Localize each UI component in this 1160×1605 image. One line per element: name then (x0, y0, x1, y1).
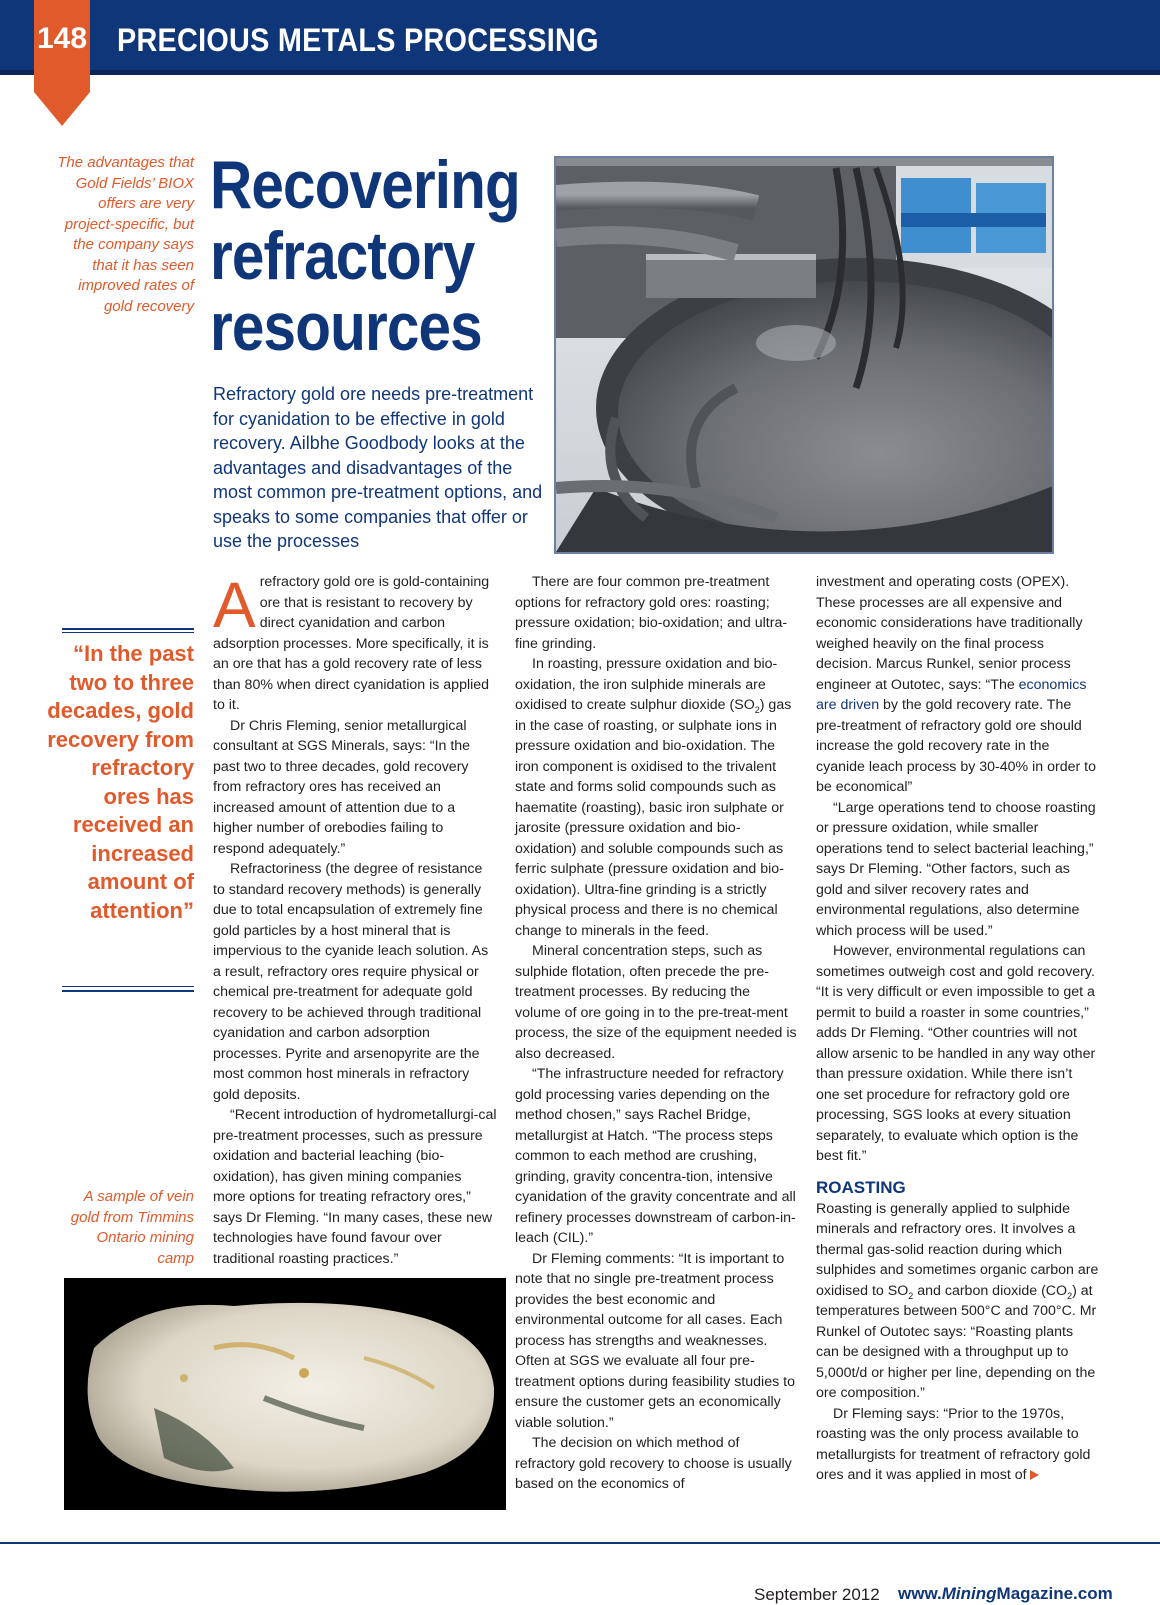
page-number-tab (34, 0, 90, 126)
paragraph: Dr Fleming comments: “It is important to note that no single pre-treatment process provides the best economic and environmental outcome for all cases. Each process has strengths and weaknesses. Often at SGS we evaluate all four pre-treatment options during feasibility studies to ensure the customer gets an economically viable solution.” (515, 1250, 795, 1431)
paragraph: However, environmental regulations can sometimes outweigh cost and gold recovery. “It is very difficult or even impossible to get a permit to build a roaster in some countries,” adds Dr Fleming. “Other countries will not allow arsenic to be handled in any way other than pressure oxidation. While there isn’t one set procedure for refractory gold ore processing, SGS looks at every situation separately, to evaluate which option is the best fit.” (816, 943, 1096, 1164)
section-title: PRECIOUS METALS PROCESSING (117, 22, 599, 58)
photo-biox-tank (554, 156, 1054, 554)
paragraph (816, 1199, 1099, 1404)
header-rule (0, 70, 1160, 75)
paragraph: refractory gold ore is gold-containing ore that is resistant to recovery by direct cyanidation and carbon adsorption processes. More specifically, it is an ore that has a gold recovery rate of less than 80% when direct cyanidation is applied to it. (213, 574, 490, 713)
subscript: 2 (1067, 1290, 1073, 1301)
url-part: Mining (941, 1584, 997, 1603)
text-run: Roasting is generally applied to sulphide minerals and refractory ores. It involves a thermal gas-solid reaction during which sulphides and sometimes organic carbon are oxidised to SO (816, 1200, 1099, 1299)
footer-url[interactable] (898, 1584, 1113, 1604)
subscript: 2 (908, 1290, 914, 1301)
subscript: 2 (754, 704, 760, 715)
photo-caption-rock: A sample of vein gold from Timmins Ontario mining camp (70, 1188, 194, 1267)
paragraph (816, 1404, 1099, 1486)
photo-caption-biox: The advantages that Gold Fields’ BIOX offers are very project-specific, but the company says that it has seen improved rates of gold recovery (57, 154, 194, 315)
pullquote: “In the past two to three decades, gold recovery from refractory ores has received an increased amount of attention” (47, 641, 194, 923)
text-run: and carbon dioxide (CO (913, 1282, 1068, 1299)
page-number: 148 (36, 22, 88, 55)
photo-gold-rock (64, 1278, 506, 1510)
paragraph: “Recent introduction of hydrometallurgi-cal pre-treatment processes, such as pressure oxidation and bacterial leaching (bio-oxidation), has given mining companies more options for treating refractory ores,” says Dr Fleming. “In many cases, these new technologies have found favour over traditional roasting practices.” (213, 1107, 497, 1267)
paragraph: Refractoriness (the degree of resistance to standard recovery methods) is generally due to total encapsulation of extremely fine gold particles by a host mineral that is impervious to the cyanide leach solution. As a result, refractory ores require physical or chemical pre-treatment for adequate gold recovery to be achieved through traditional cyanidation and carbon adsorption processes. Pyrite and arsenopyrite are the most common host minerals in refractory gold deposits. (213, 861, 489, 1103)
paragraph: There are four common pre-treatment options for refractory gold ores: roasting; pressure oxidation; bio-oxidation; and ultra-fine grinding. (515, 574, 788, 652)
headline-line: refractory (210, 218, 475, 294)
pullquote-rule-bottom (62, 986, 194, 987)
paragraph (816, 572, 1099, 798)
headline (210, 147, 520, 365)
article-column-1 (213, 569, 497, 1269)
continued-arrow-icon (1030, 1470, 1039, 1480)
url-part: Magazine.com (996, 1584, 1113, 1603)
subheading-roasting: ROASTING (816, 1177, 906, 1197)
headline-line: resources (210, 289, 482, 365)
headline-line: Recovering (210, 147, 520, 223)
tank-illustration (556, 158, 1052, 552)
text-run: ) at temperatures between 500°C and 700°C. Mr Runkel of Outotec says: “Roasting plants can be designed with a throughput up to 5,000t/d or higher per line, depending on the ore composition.” (816, 1282, 1097, 1401)
text-run: by the gold recovery rate. The pre-treatment of refractory gold ore should increase the gold recovery rate in the cyanide leach process by 30-40% in order to be economical” (816, 697, 1096, 795)
paragraph: Mineral concentration steps, such as sulphide flotation, often precede the pre-treatment processes. By reducing the volume of ore going in to the pre-treat-ment process, the size of the equipment needed is also decreased. (515, 943, 797, 1062)
footer-date: September 2012 (754, 1585, 880, 1604)
paragraph: “The infrastructure needed for refractory gold processing varies depending on the method chosen,” says Rachel Bridge, metallurgist at Hatch. “The process steps common to each method are crushing, grinding, gravity concentra-tion, intensive cyanidation of the gravity concentrate and all refinery processes downstream of carbon-in-leach (CIL).” (515, 1066, 796, 1246)
standfirst: Refractory gold ore needs pre-treatment for cyanidation to be effective in gold recovery. Ailbhe Goodbody looks at the advantages and disadvantages of the most common pre-treatment options, and speaks to some companies that offer or use the processes (213, 384, 543, 551)
paragraph: Dr Chris Fleming, senior metallurgical consultant at SGS Minerals, says: “In the past two to three decades, gold recovery from refractory ores has received an increased amount of attention due to a higher number of orebodies failing to respond adequately.” (213, 717, 471, 857)
pullquote-rule-top (62, 628, 194, 630)
drop-cap: A (213, 569, 256, 641)
pullquote-rule-bottom (62, 990, 194, 992)
inline-link[interactable]: economics are driven (816, 676, 1087, 713)
text-run: ) gas in the case of roasting, or sulphate ions in pressure oxidation and bio-oxidation. The iron component is oxidised to the trivalent state and forms solid compounds such as haematite (roasting), basic iron sulphate or jarosite (pressure oxidation and bio-oxidation) and soluble compounds such as ferric sulphate (pressure oxidation and bio-oxidation). Ultra-fine grinding is a strictly physical process and there is no chemical change to minerals in the feed. (515, 697, 792, 939)
text-run: investment and operating costs (OPEX). These processes are all expensive and economic considerations have traditionally weighed heavily on the final process decision. Marcus Runkel, senior process engineer at Outotec, says: “The (816, 574, 1083, 693)
pullquote-rule-top (62, 632, 194, 633)
url-part: www. (898, 1584, 942, 1603)
text-run: Dr Fleming says: “Prior to the 1970s, roasting was the only process available to metallurgists for treatment of refractory gold ores and it was applied in most of (816, 1405, 1091, 1483)
rock-illustration (64, 1278, 506, 1510)
paragraph (515, 654, 798, 941)
paragraph: The decision on which method of refractory gold recovery to choose is usually based on the economics of (515, 1435, 792, 1492)
article-column-2 (515, 572, 798, 1495)
text-run: In roasting, pressure oxidation and bio-oxidation, the iron sulphide minerals are oxidised to create sulphur dioxide (SO (515, 656, 778, 713)
article-column-3 (816, 572, 1099, 1486)
paragraph: “Large operations tend to choose roasting or pressure oxidation, while smaller operations tend to select bacterial leaching,” says Dr Fleming. “Other factors, such as gold and silver recovery rates and environmental regulations, also determine which process will be used.” (816, 799, 1096, 939)
footer-rule (0, 1542, 1160, 1544)
